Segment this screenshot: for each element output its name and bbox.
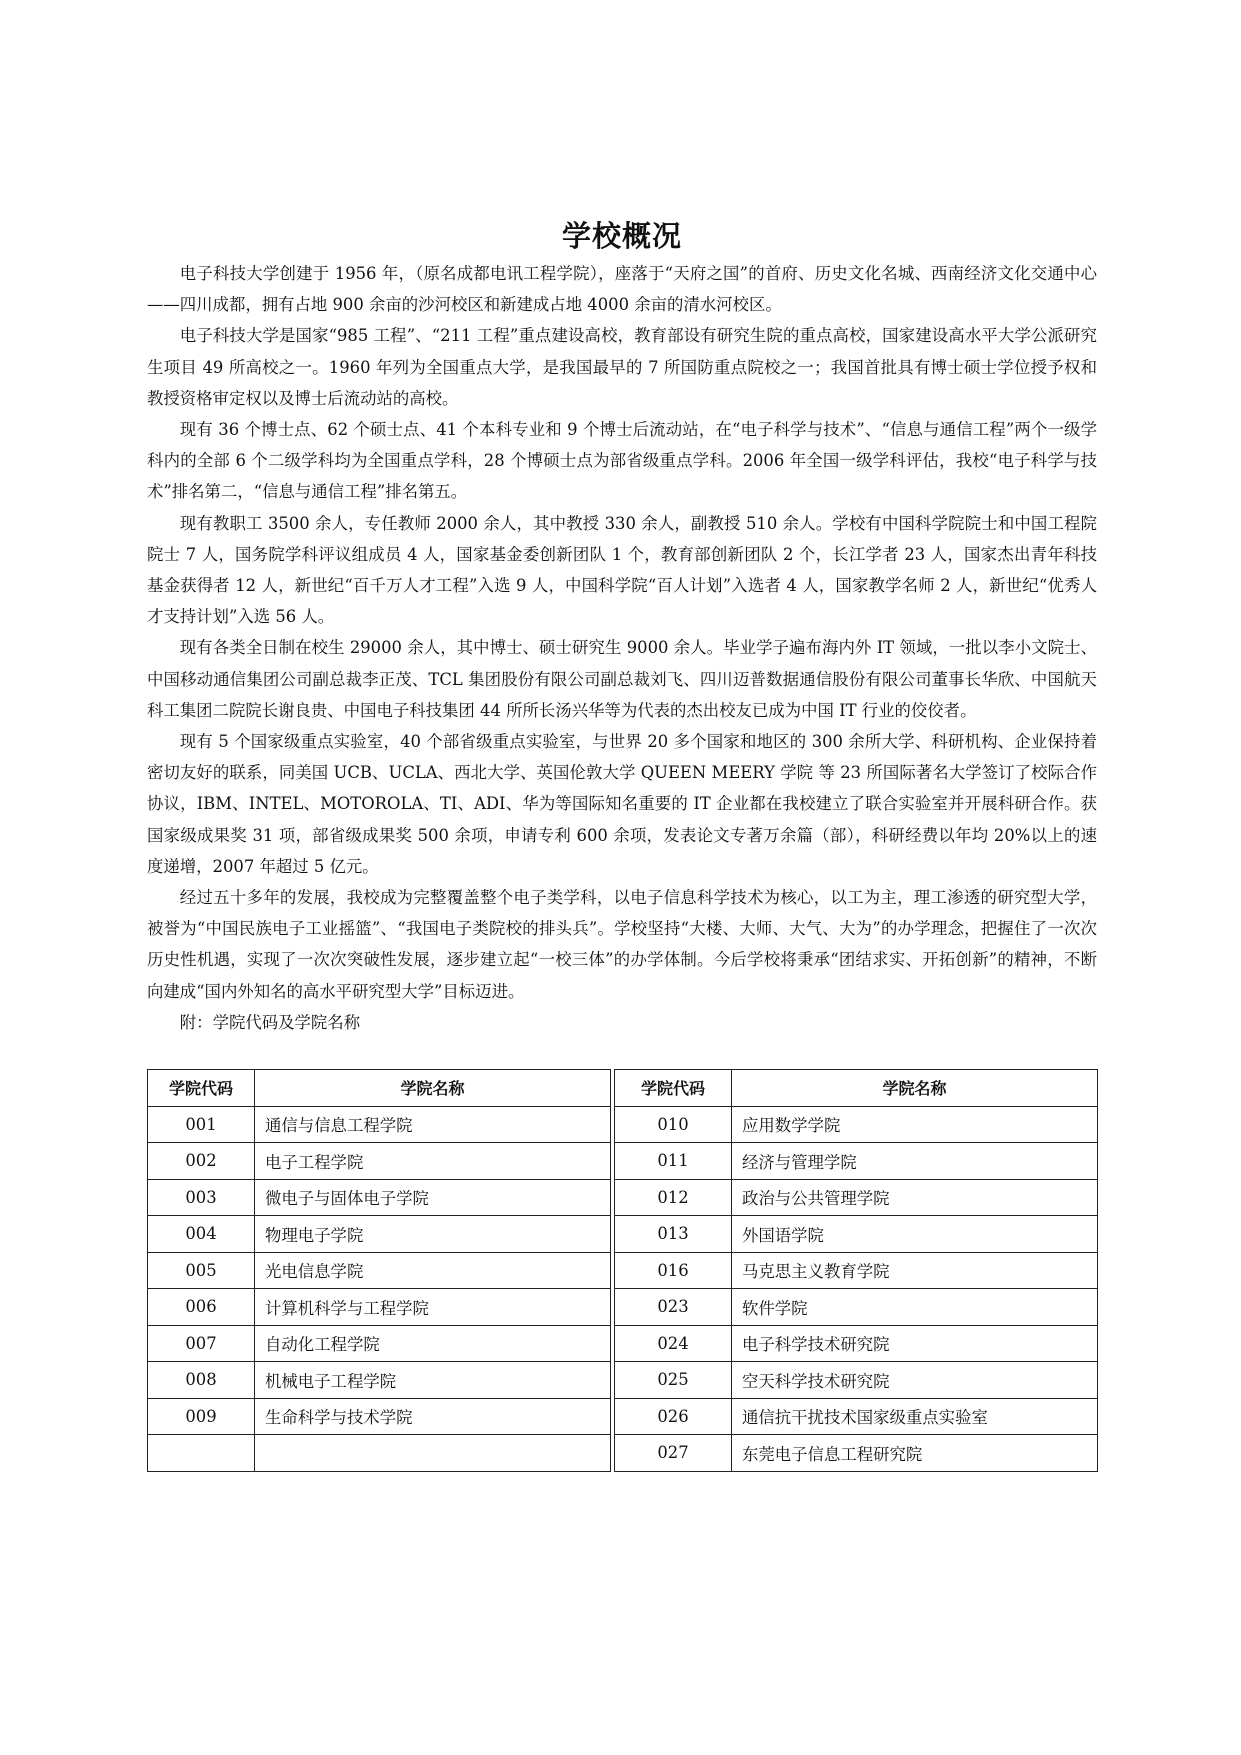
college-code: 008 xyxy=(148,1362,255,1399)
college-code: 023 xyxy=(615,1289,732,1326)
college-code: 026 xyxy=(615,1398,732,1435)
college-name: 东莞电子信息工程研究院 xyxy=(732,1435,1098,1472)
college-code: 010 xyxy=(615,1106,732,1143)
header-name-left: 学院名称 xyxy=(255,1070,611,1107)
college-name: 通信抗干扰技术国家级重点实验室 xyxy=(732,1398,1098,1435)
table-row xyxy=(148,1398,1098,1435)
college-code: 024 xyxy=(615,1325,732,1362)
college-code: 011 xyxy=(615,1143,732,1180)
college-code xyxy=(148,1435,255,1472)
header-code-left: 学院代码 xyxy=(148,1070,255,1107)
college-code: 009 xyxy=(148,1398,255,1435)
body-text xyxy=(147,258,1097,1038)
college-name: 政治与公共管理学院 xyxy=(732,1179,1098,1216)
college-code: 003 xyxy=(148,1179,255,1216)
table-row xyxy=(148,1252,1098,1289)
college-name: 通信与信息工程学院 xyxy=(255,1106,611,1143)
college-name: 马克思主义教育学院 xyxy=(732,1252,1098,1289)
appendix-note: 附：学院代码及学院名称 xyxy=(179,1012,361,1032)
table-row xyxy=(148,1435,1098,1472)
paragraph: 电子科技大学是国家“985 工程”、“211 工程”重点建设高校，教育部设有研究生院的重点高校，国家建设高水平大学公派研究生项目 49 所高校之一。1960 年列为全国重点大学，是我国最早的 7 所国防重点院校之一；我国首批具有博士硕士学位授予权和教授资格审定权以及博士后流动站的高校。 xyxy=(147,326,1097,408)
college-code: 027 xyxy=(615,1435,732,1472)
college-code: 005 xyxy=(148,1252,255,1289)
college-name: 光电信息学院 xyxy=(255,1252,611,1289)
table-row xyxy=(148,1106,1098,1143)
paragraph: 现有 5 个国家级重点实验室，40 个部省级重点实验室，与世界 20 多个国家和地区的 300 余所大学、科研机构、企业保持着密切友好的联系，同美国 UCB、UCLA、西北大学、英国伦敦大学 QUEEN MEERY 学院 等 23 所国际著名大学签订了校际合作协议，IBM、INTEL、MOTOROLA、TI、ADI、华为等国际知名重要的 IT 企业都在我校建立了联合实验室并开展科研合作。获国家级成果奖 31 项，部省级成果奖 500 余项，申请专利 600 余项，发表论文专著万余篇（部），科研经费以年均 20%以上的速度递增，2007 年超过 5 亿元。 xyxy=(147,732,1097,876)
college-code: 007 xyxy=(148,1325,255,1362)
paragraph: 经过五十多年的发展，我校成为完整覆盖整个电子类学科，以电子信息科学技术为核心，以工为主，理工渗透的研究型大学，被誉为“中国民族电子工业摇篮”、“我国电子类院校的排头兵”。学校坚持“大楼、大师、大气、大为”的办学理念，把握住了一次次历史性机遇，实现了一次次突破性发展，逐步建立起“一校三体”的办学体制。今后学校将秉承“团结求实、开拓创新”的精神，不断向建成“国内外知名的高水平研究型大学”目标迈进。 xyxy=(147,888,1097,1001)
college-name: 外国语学院 xyxy=(732,1216,1098,1253)
college-code: 002 xyxy=(148,1143,255,1180)
college-name: 软件学院 xyxy=(732,1289,1098,1326)
table-row xyxy=(148,1216,1098,1253)
college-code: 006 xyxy=(148,1289,255,1326)
college-name: 机械电子工程学院 xyxy=(255,1362,611,1399)
college-name: 生命科学与技术学院 xyxy=(255,1398,611,1435)
college-code: 025 xyxy=(615,1362,732,1399)
college-name: 计算机科学与工程学院 xyxy=(255,1289,611,1326)
college-name: 经济与管理学院 xyxy=(732,1143,1098,1180)
college-code-table xyxy=(147,1069,1098,1472)
paragraph: 现有 36 个博士点、62 个硕士点、41 个本科专业和 9 个博士后流动站，在“电子科学与技术”、“信息与通信工程”两个一级学科内的全部 6 个二级学科均为全国重点学科，28 个博硕士点为部省级重点学科。2006 年全国一级学科评估，我校“电子科学与技术”排名第二，“信息与通信工程”排名第五。 xyxy=(147,420,1097,502)
college-code: 013 xyxy=(615,1216,732,1253)
college-code: 001 xyxy=(148,1106,255,1143)
table-row xyxy=(148,1179,1098,1216)
table-row xyxy=(148,1143,1098,1180)
table-row xyxy=(148,1289,1098,1326)
page-title: 学校概况 xyxy=(561,219,682,253)
college-name: 物理电子学院 xyxy=(255,1216,611,1253)
college-name: 电子科学技术研究院 xyxy=(732,1325,1098,1362)
table-row xyxy=(148,1362,1098,1399)
college-code: 016 xyxy=(615,1252,732,1289)
paragraph: 现有教职工 3500 余人，专任教师 2000 余人，其中教授 330 余人，副教授 510 余人。学校有中国科学院院士和中国工程院院士 7 人，国务院学科评议组成员 4 人，国家基金委创新团队 1 个，教育部创新团队 2 个，长江学者 23 人，国家杰出青年科技基金获得者 12 人，新世纪“百千万人才工程”入选 9 人，中国科学院“百人计划”入选者 4 人，国家教学名师 2 人，新世纪“优秀人才支持计划”入选 56 人。 xyxy=(147,513,1097,627)
header-code-right: 学院代码 xyxy=(615,1070,732,1107)
college-name: 电子工程学院 xyxy=(255,1143,611,1180)
college-code: 004 xyxy=(148,1216,255,1253)
college-name: 空天科学技术研究院 xyxy=(732,1362,1098,1399)
college-code: 012 xyxy=(615,1179,732,1216)
paragraph: 现有各类全日制在校生 29000 余人，其中博士、硕士研究生 9000 余人。毕业学子遍布海内外 IT 领域，一批以李小文院士、中国移动通信集团公司副总裁李正茂、TCL 集团股份有限公司副总裁刘飞、四川迈普数据通信股份有限公司董事长华欣、中国航天科工集团二院院长谢良贵、中国电子科技集团 44 所所长汤兴华等为代表的杰出校友已成为中国 IT 行业的佼佼者。 xyxy=(147,638,1097,720)
header-name-right: 学院名称 xyxy=(732,1070,1098,1107)
college-name: 自动化工程学院 xyxy=(255,1325,611,1362)
college-name xyxy=(255,1435,611,1472)
table-row xyxy=(148,1325,1098,1362)
college-name: 微电子与固体电子学院 xyxy=(255,1179,611,1216)
college-name: 应用数学学院 xyxy=(732,1106,1098,1143)
table-header-row xyxy=(148,1070,1098,1107)
paragraph: 电子科技大学创建于 1956 年，（原名成都电讯工程学院），座落于“天府之国”的首府、历史文化名城、西南经济文化交通中心——四川成都，拥有占地 900 余亩的沙河校区和新建成占地 4000 余亩的清水河校区。 xyxy=(147,264,1097,315)
